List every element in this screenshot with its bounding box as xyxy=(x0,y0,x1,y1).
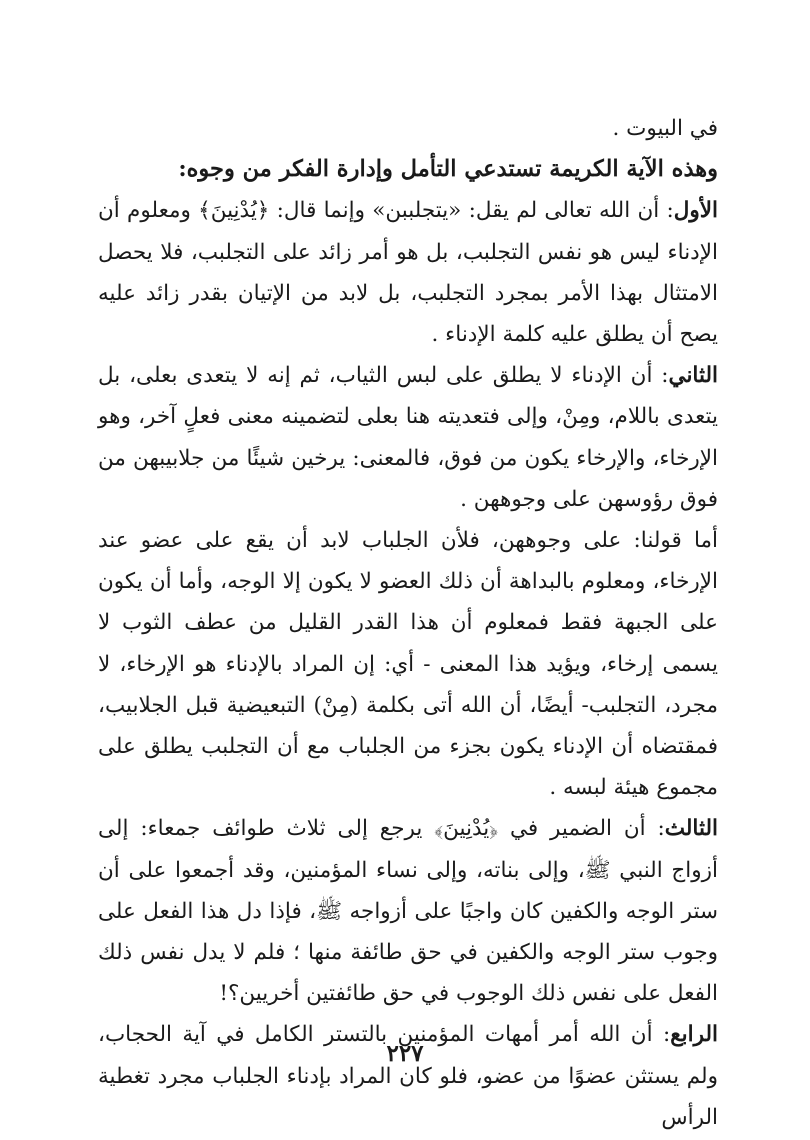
paragraph-text: : أن الله أمر أمهات المؤمنين بالتستر الكامل في آية الحجاب، ولم يستثن عضوًا من عضو، فلو كان المراد بإدناء الجلباب مجرد تغطية الرأس xyxy=(98,1022,718,1130)
page-body xyxy=(98,108,718,1138)
paragraph-label: الأول xyxy=(673,198,718,224)
paragraph-text: : أن الله تعالى لم يقل: «يتجلببن» وإنما قال: ﴿يُدْنِينَ﴾ ومعلوم أن الإدناء ليس هو نفس التجلبب، بل هو أمر زائد على التجلبب، فلا يحصل الامتثال بهذا الأمر بمجرد التجلبب، بل لابد من الإتيان بقدر زائد عليه يصح أن يطلق عليه كلمة الإدناء . xyxy=(98,198,718,348)
paragraph-text: أما قولنا: على وجوههن، فلأن الجلباب لابد أن يقع على عضو عند الإرخاء، ومعلوم بالبداهة أن ذلك العضو لا يكون إلا الوجه، وأما أن يكون على الجبهة فقط فمعلوم أن هذا القدر القليل من عطف الثوب لا يسمى إرخاء، ويؤيد هذا المعنى - أي: إن المراد بالإدناء هو الإرخاء، لا مجرد، التجلبب- أيضًا، أن الله أتى بكلمة (مِنْ) التبعيضية قبل الجلابيب، فمقتضاه أن الإدناء يكون بجزء من الجلباب مع أن التجلبب يطلق على مجموع هيئة لبسه . xyxy=(98,528,718,801)
paragraph-second xyxy=(98,355,718,520)
paragraph-continuation xyxy=(98,520,718,808)
paragraph-label: الثالث xyxy=(664,816,718,842)
paragraph-text: : أن الضمير في ﴿يُدْنِينَ﴾ يرجع إلى ثلاث طوائف جمعاء: إلى أزواج النبي ﷺ، وإلى بناته، وإلى نساء المؤمنين، وقد أجمعوا على أن ستر الوجه والكفين كان واجبًا على أزواجه ﷺ، فإذا دل هذا الفعل على وجوب ستر الوجه والكفين في حق طائفة منها ؛ فلم لا يدل نفس ذلك الفعل على نفس ذلك الوجوب في حق طائفتين أخريين؟! xyxy=(98,816,718,1007)
paragraph-first xyxy=(98,190,718,355)
paragraph-label: الثاني xyxy=(668,363,718,389)
paragraph-label: الرابع xyxy=(670,1022,718,1048)
paragraph-text: : أن الإدناء لا يطلق على لبس الثياب، ثم إنه لا يتعدى بعلى، بل يتعدى باللام، ومِنْ، وإلى فتعديته هنا بعلى لتضمينه معنى فعلٍ آخر، وهو الإرخاء، والإرخاء يكون من فوق، فالمعنى: يرخين شيئًا من جلابيبهن من فوق رؤوسهن على وجوههن . xyxy=(98,363,718,512)
intro-line: في البيوت . xyxy=(612,116,718,141)
paragraph-third xyxy=(98,808,718,1014)
section-heading: وهذه الآية الكريمة تستدعي التأمل وإدارة الفكر من وجوه: xyxy=(178,156,718,183)
page-number: ٢٢٧ xyxy=(386,1040,424,1067)
paragraph-fourth xyxy=(98,1014,718,1138)
